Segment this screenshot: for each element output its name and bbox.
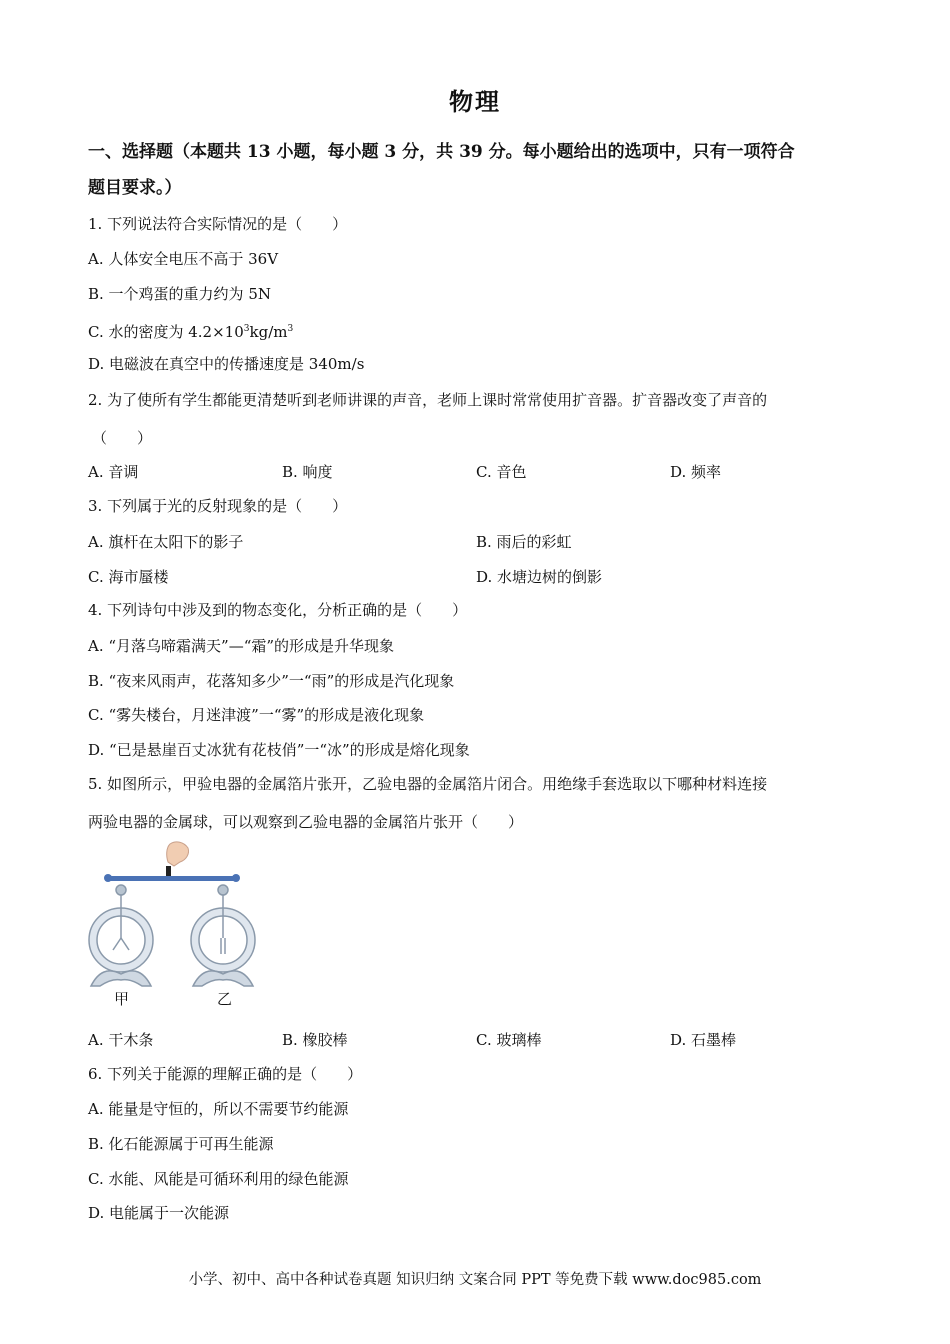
q6-option-d: D. 电能属于一次能源 xyxy=(88,1204,230,1222)
q2-stem-line1: 2. 为了使所有学生都能更清楚听到老师讲课的声音，老师上课时常常使用扩音器。扩音器改变了声音的 xyxy=(88,391,768,409)
q1-option-c-unit-exponent: 3 xyxy=(287,324,294,334)
q4-option-d: D. “已是悬崖百丈冰犹有花枝俏”一“冰”的形成是熔化现象 xyxy=(88,741,470,759)
q1-option-c xyxy=(88,319,293,342)
q6-option-b: B. 化石能源属于可再生能源 xyxy=(88,1135,274,1153)
q1-option-c-text: C. 水的密度为 4.2×10 xyxy=(88,323,244,341)
label-yi: 乙 xyxy=(217,990,233,1008)
q2-option-c: C. 音色 xyxy=(476,463,527,481)
q3-option-d: D. 水塘边树的倒影 xyxy=(476,568,603,586)
electroscope-figure xyxy=(80,838,260,1008)
q2-option-a: A. 音调 xyxy=(88,463,139,481)
page-footer: 小学、初中、高中各种试卷真题 知识归纳 文案合同 PPT 等免费下载 www.doc985.com xyxy=(188,1272,762,1288)
q1-option-b: B. 一个鸡蛋的重力约为 5N xyxy=(88,285,271,303)
q6-option-a: A. 能量是守恒的，所以不需要节约能源 xyxy=(88,1100,349,1118)
q3-option-a: A. 旗杆在太阳下的影子 xyxy=(88,533,244,551)
label-jia: 甲 xyxy=(114,990,130,1008)
section-heading-line1: 一、选择题（本题共 13 小题，每小题 3 分，共 39 分。每小题给出的选项中，只有一项符合 xyxy=(88,142,795,162)
q1-option-c-unit: kg/m xyxy=(249,323,288,341)
q5-stem-line1: 5. 如图所示，甲验电器的金属箔片张开，乙验电器的金属箔片闭合。用绝缘手套选取以下哪种材料连接 xyxy=(88,775,768,793)
section-heading xyxy=(88,134,868,206)
q5-option-d: D. 石墨棒 xyxy=(670,1031,737,1049)
q1-stem: 1. 下列说法符合实际情况的是（ ） xyxy=(88,215,348,233)
q5-option-a: A. 干木条 xyxy=(88,1031,154,1049)
q3-option-b: B. 雨后的彩虹 xyxy=(476,533,572,551)
electroscope-jia xyxy=(89,885,153,986)
q5-option-c: C. 玻璃棒 xyxy=(476,1031,542,1049)
q5-stem-line2: 两验电器的金属球，可以观察到乙验电器的金属箔片张开（ ） xyxy=(88,813,524,831)
hand-icon xyxy=(167,842,189,866)
q6-option-c: C. 水能、风能是可循环利用的绿色能源 xyxy=(88,1170,349,1188)
q2-option-d: D. 频率 xyxy=(670,463,722,481)
q6-stem: 6. 下列关于能源的理解正确的是（ ） xyxy=(88,1065,363,1083)
q4-option-b: B. “夜来风雨声，花落知多少”一“雨”的形成是汽化现象 xyxy=(88,672,455,690)
q4-option-a: A. “月落乌啼霜满天”—“霜”的形成是升华现象 xyxy=(88,637,395,655)
connecting-rod xyxy=(106,876,238,881)
q3-stem: 3. 下列属于光的反射现象的是（ ） xyxy=(88,497,348,515)
rod-end-right xyxy=(232,874,240,882)
q1-option-c-exponent: 3 xyxy=(243,324,250,334)
electroscope-yi xyxy=(191,885,255,986)
q3-option-c: C. 海市蜃楼 xyxy=(88,568,169,586)
q1-option-a: A. 人体安全电压不高于 36V xyxy=(88,250,279,268)
q4-stem: 4. 下列诗句中涉及到的物态变化，分析正确的是（ ） xyxy=(88,601,468,619)
rod-end-left xyxy=(104,874,112,882)
q2-stem-line2: （ ） xyxy=(92,429,153,447)
q4-option-c: C. “雾失楼台，月迷津渡”一“雾”的形成是液化现象 xyxy=(88,706,425,724)
q5-option-b: B. 橡胶棒 xyxy=(282,1031,348,1049)
q1-option-d: D. 电磁波在真空中的传播速度是 340m/s xyxy=(88,355,365,373)
page-title: 物理 xyxy=(449,87,501,116)
section-heading-line2: 题目要求。） xyxy=(88,178,182,198)
q2-option-b: B. 响度 xyxy=(282,463,333,481)
